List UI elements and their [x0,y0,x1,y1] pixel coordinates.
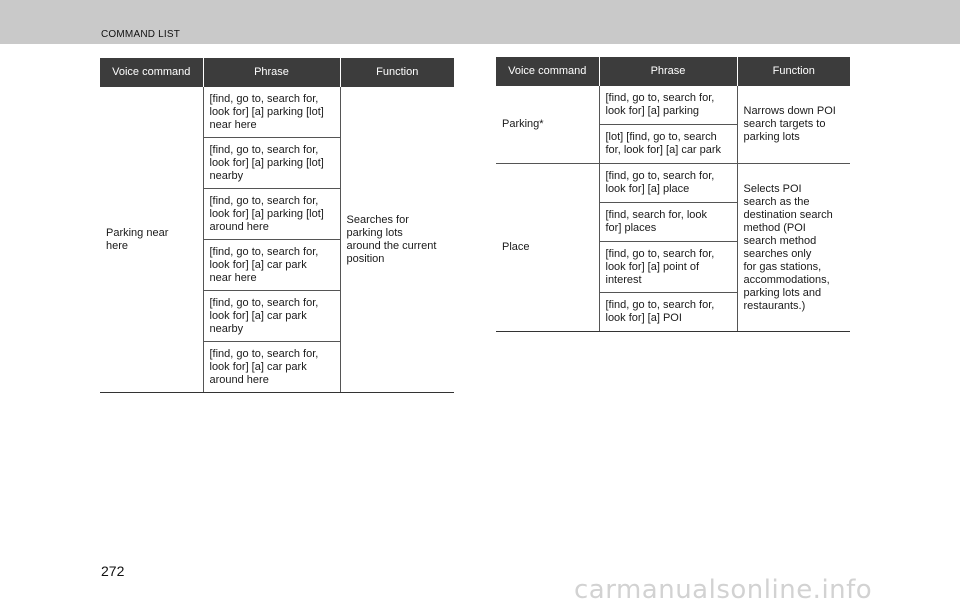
function-cell: Searches for parking lots around the current position [340,87,454,393]
phrase-cell: [find, go to, search for, look for] [a] parking [lot] around here [203,189,340,240]
left-command-table [100,58,454,393]
right-command-table [496,57,850,332]
phrase-cell: [find, go to, search for, look for] [a] parking [lot] nearby [203,138,340,189]
phrase-cell: [lot] [find, go to, search for, look for] [a] car park [599,125,737,164]
phrase-cell: [find, go to, search for, look for] [a] parking [599,86,737,125]
table-row [496,164,850,203]
page-header-title: COMMAND LIST [101,29,181,40]
phrase-cell: [find, go to, search for, look for] [a] car park nearby [203,291,340,342]
phrase-cell: [find, go to, search for, look for] [a] car park around here [203,342,340,393]
page-number: 272 [101,563,125,579]
function-cell: Selects POI search as the destination search method (POI search method searches only for gas stations, accommodations, parking lots and restaurants.) [737,164,850,332]
column-header: Voice command [100,58,203,87]
column-header: Phrase [599,57,737,86]
column-header: Voice command [496,57,599,86]
table-row [496,86,850,125]
phrase-cell: [find, go to, search for, look for] [a] car park near here [203,240,340,291]
phrase-cell: [find, search for, look for] places [599,203,737,242]
function-cell: Narrows down POI search targets to parking lots [737,86,850,164]
voice-command-cell: Parking near here [100,87,203,393]
column-header: Function [737,57,850,86]
column-header: Function [340,58,454,87]
voice-command-cell: Place [496,164,599,332]
phrase-cell: [find, go to, search for, look for] [a] place [599,164,737,203]
table-header-row [100,58,454,87]
column-header: Phrase [203,58,340,87]
phrase-cell: [find, go to, search for, look for] [a] POI [599,293,737,332]
table-row [100,87,454,138]
phrase-cell: [find, go to, search for, look for] [a] parking [lot] near here [203,87,340,138]
phrase-cell: [find, go to, search for, look for] [a] point of interest [599,242,737,293]
voice-command-cell: Parking* [496,86,599,164]
watermark-text: carmanualsonline.info [574,575,873,605]
table-header-row [496,57,850,86]
